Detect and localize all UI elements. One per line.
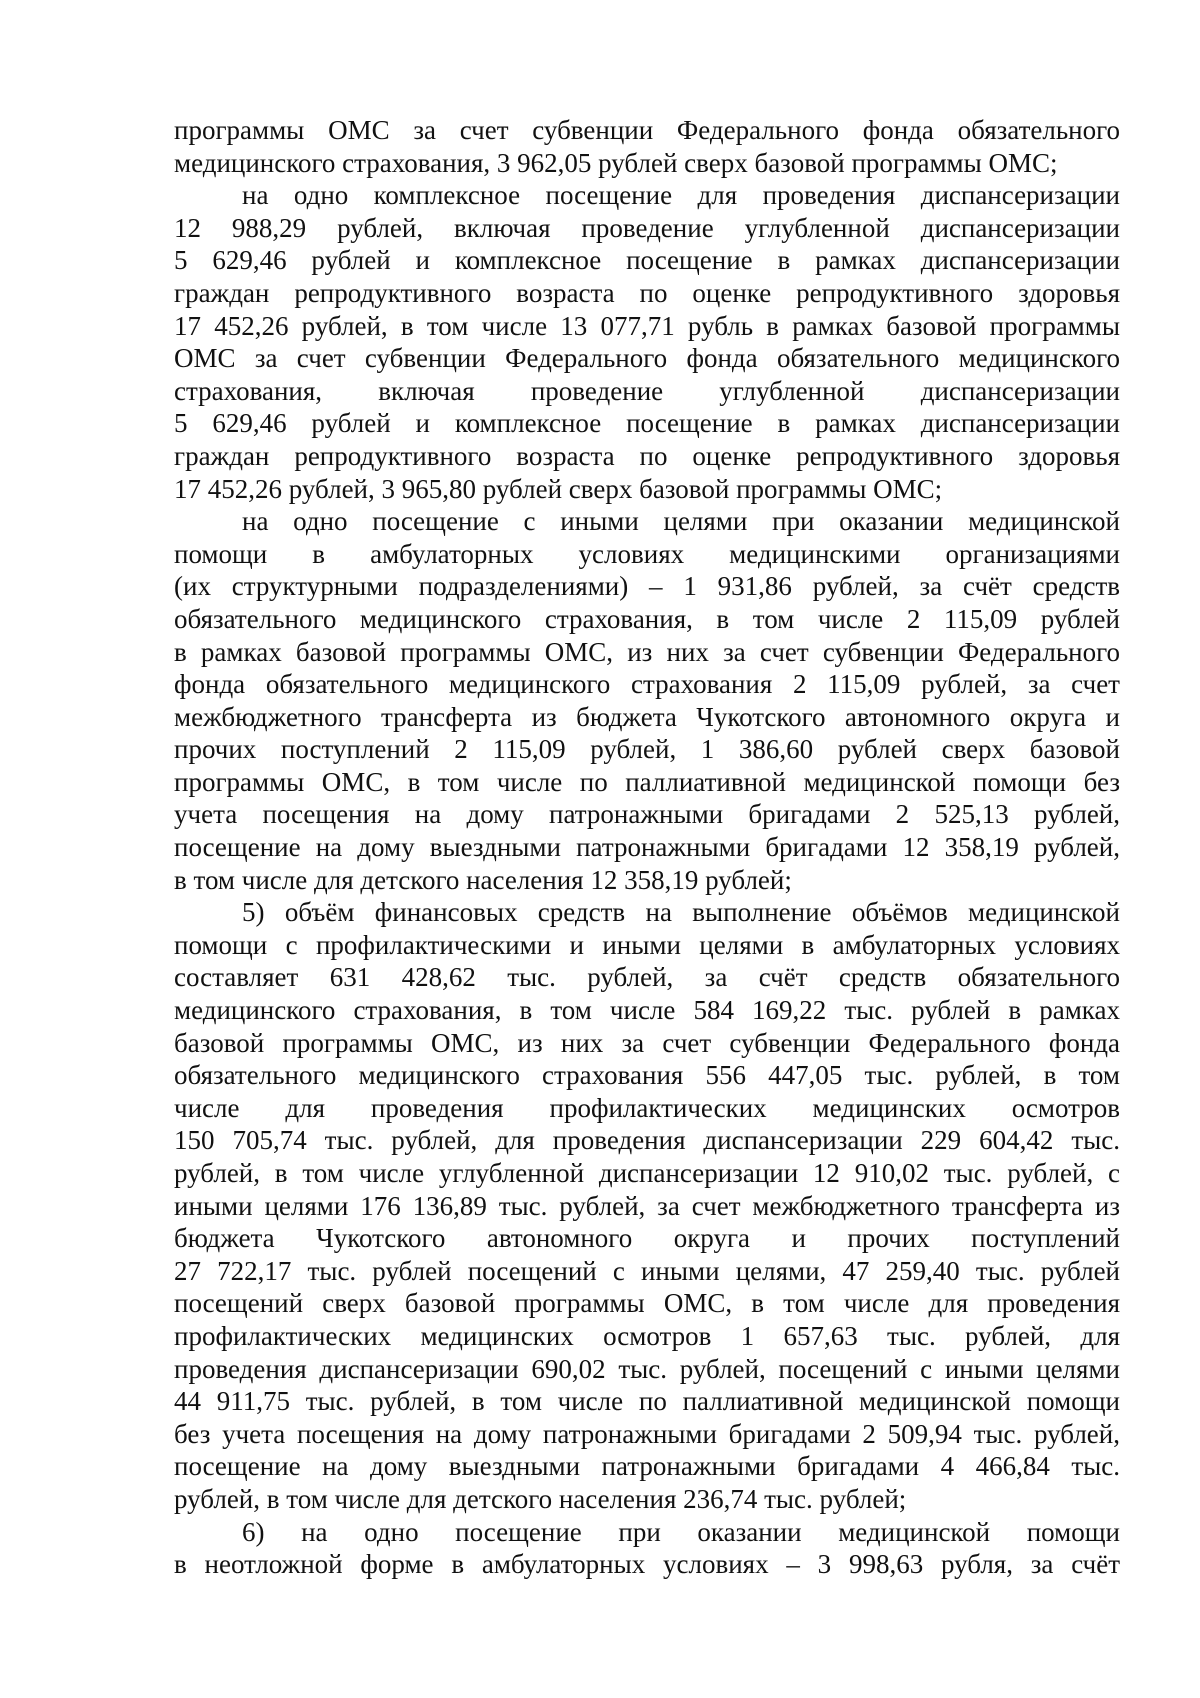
text-line: фонда обязательного медицинского страхования 2 115,09 рублей, за счет [174,669,1120,700]
text-line: посещение на дому выездными патронажными бригадами 4 466,84 тыс. [174,1451,1120,1482]
text-line: страхования, включая проведение углубленной диспансеризации [174,375,1120,406]
text-line: без учета посещения на дому патронажными бригадами 2 509,94 тыс. рублей, [174,1418,1120,1449]
text-line: 150 705,74 тыс. рублей, для проведения диспансеризации 229 604,42 тыс. [174,1125,1120,1156]
text-line: посещений сверх базовой программы ОМС, в том числе для проведения [174,1288,1120,1319]
text-line: программы ОМС, в том числе по паллиативной медицинской помощи без [174,766,1120,797]
text-line: составляет 631 428,62 тыс. рублей, за счёт средств обязательного [174,962,1120,993]
text-line: межбюджетного трансферта из бюджета Чукотского автономного округа и [174,701,1120,732]
text-line: граждан репродуктивного возраста по оценке репродуктивного здоровья [174,440,1120,471]
text-line: программы ОМС за счет субвенции Федерального фонда обязательного [174,115,1120,145]
text-line: 27 722,17 тыс. рублей посещений с иными целями, 47 259,40 тыс. рублей [174,1255,1120,1286]
text-line: в рамках базовой программы ОМС, из них за счет субвенции Федерального [174,636,1120,667]
text-line: ОМС за счет субвенции Федерального фонда обязательного медицинского [174,343,1120,374]
text-line: посещение на дому выездными патронажными бригадами 12 358,19 рублей, [174,832,1120,863]
text-line: 17 452,26 рублей, в том числе 13 077,71 рубль в рамках базовой программы [174,310,1120,341]
text-line: бюджета Чукотского автономного округа и прочих поступлений [174,1223,1120,1254]
text-line: числе для проведения профилактических медицинских осмотров [174,1092,1120,1123]
text-line: профилактических медицинских осмотров 1 657,63 тыс. рублей, для [174,1320,1120,1351]
text-line: помощи в амбулаторных условиях медицинскими организациями [174,538,1120,569]
text-line: 5 629,46 рублей и комплексное посещение в рамках диспансеризации [174,245,1120,276]
text-line: 6) на одно посещение при оказании медицинской помощи [242,1516,1120,1547]
text-line: помощи с профилактическими и иными целями в амбулаторных условиях [174,929,1120,960]
text-line: базовой программы ОМС, из них за счет субвенции Федерального фонда [174,1027,1120,1058]
text-line: в неотложной форме в амбулаторных условиях – 3 998,63 рубля, за счёт [174,1549,1120,1580]
text-line: медицинского страхования, 3 962,05 рублей сверх базовой программы ОМС; [174,147,1058,178]
text-line: рублей, в том числе углубленной диспансеризации 12 910,02 тыс. рублей, с [174,1158,1120,1188]
text-line: учета посещения на дому патронажными бригадами 2 525,13 рублей, [174,799,1120,830]
text-line: на одно комплексное посещение для проведения диспансеризации [242,180,1120,211]
text-line: обязательного медицинского страхования, в том числе 2 115,09 рублей [174,603,1120,634]
text-line: иными целями 176 136,89 тыс. рублей, за счет межбюджетного трансферта из [174,1190,1120,1221]
text-line: в том числе для детского населения 12 358,19 рублей; [174,864,792,895]
text-line: проведения диспансеризации 690,02 тыс. рублей, посещений с иными целями [174,1353,1120,1384]
text-line: на одно посещение с иными целями при оказании медицинской [242,506,1120,537]
text-line: медицинского страхования, в том числе 584 169,22 тыс. рублей в рамках [174,995,1120,1026]
text-line: рублей, в том числе для детского населения 236,74 тыс. рублей; [174,1483,907,1514]
document-page [174,114,1120,1581]
text-line: граждан репродуктивного возраста по оценке репродуктивного здоровья [174,277,1120,308]
text-line: 44 911,75 тыс. рублей, в том числе по паллиативной медицинской помощи [174,1386,1120,1417]
text-line: обязательного медицинского страхования 556 447,05 тыс. рублей, в том [174,1060,1120,1091]
text-line: 17 452,26 рублей, 3 965,80 рублей сверх базовой программы ОМС; [174,473,943,504]
text-line: 5) объём финансовых средств на выполнение объёмов медицинской [242,897,1120,928]
text-line: 5 629,46 рублей и комплексное посещение в рамках диспансеризации [174,408,1120,439]
text-line: 12 988,29 рублей, включая проведение углубленной диспансеризации [174,212,1120,243]
text-line: прочих поступлений 2 115,09 рублей, 1 386,60 рублей сверх базовой [174,734,1120,765]
text-line: (их структурными подразделениями) – 1 931,86 рублей, за счёт средств [174,571,1120,602]
